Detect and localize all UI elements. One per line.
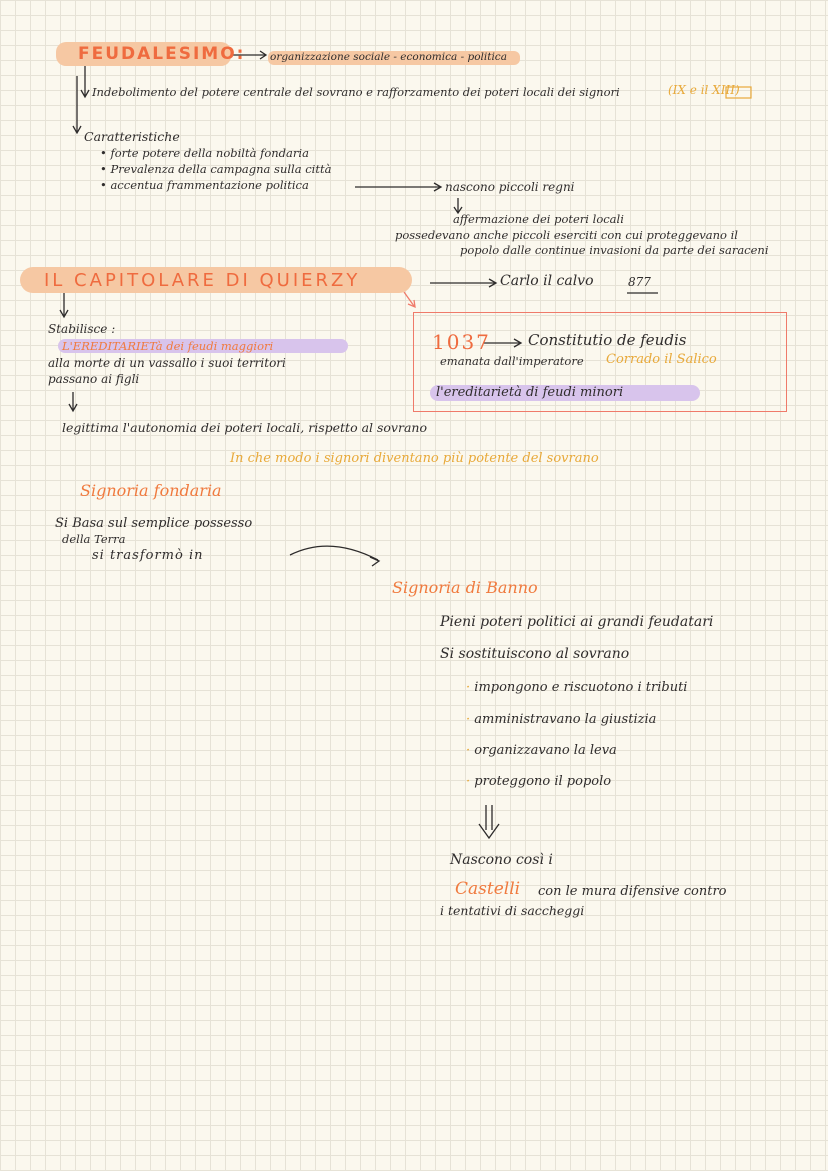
banno-item: · proteggono il popolo — [466, 774, 612, 789]
ereditarieta-minori: l'ereditarietà di feudi minori — [436, 385, 624, 400]
stabilisce-text: Stabilisce : — [48, 322, 116, 336]
anno-1037: 1037 — [432, 330, 491, 354]
nascono-cosi-text: Nascono così i — [450, 852, 553, 868]
indebolimento-text: Indebolimento del potere centrale del sovrano e rafforzamento dei poteri locali dei signori — [92, 85, 620, 99]
trasforma-text: si trasformò in — [92, 548, 204, 563]
emanata-text: emanata dall'imperatore — [440, 354, 584, 368]
terra-text: della Terra — [62, 532, 126, 546]
carlo-text: Carlo il calvo — [500, 273, 594, 289]
basa-text: Si Basa sul semplice possesso — [55, 516, 253, 531]
banno-item: · amministravano la giustizia — [466, 712, 657, 727]
constitutio-title: Constitutio de feudis — [528, 331, 687, 349]
ereditarieta-text: L'EREDITARIETà dei feudi maggiori — [62, 339, 274, 353]
possedevano-text: possedevano anche piccoli eserciti con cui proteggevano il — [395, 228, 738, 242]
secoli-text: (IX e il XIII) — [668, 83, 740, 97]
signoria-fondaria-title: Signoria fondaria — [80, 481, 222, 500]
banno-item: · impongono e riscuotono i tributi — [466, 680, 688, 695]
banno-item: · organizzavano la leva — [466, 743, 617, 758]
morte-text: alla morte di un vassallo i suoi territori — [48, 356, 286, 370]
capitolare-title: IL CAPITOLARE DI QUIERZY — [44, 270, 361, 291]
sostituiscono-text: Si sostituiscono al sovrano — [440, 646, 630, 662]
mura-text: con le mura difensive contro — [538, 884, 727, 899]
caratteristica-item: • forte potere della nobiltà fondaria — [100, 146, 309, 160]
nascono-text: nascono piccoli regni — [445, 180, 575, 194]
pieni-text: Pieni poteri politici ai grandi feudatari — [440, 614, 714, 630]
passano-text: passano ai figli — [48, 372, 140, 386]
caratteristica-item: • accentua frammentazione politica — [100, 178, 309, 192]
feudalesimo-title: FEUDALESIMO: — [78, 44, 246, 64]
domanda-text: In che modo i signori diventano più potente del sovrano — [230, 451, 599, 466]
imperatore-text: Corrado il Salico — [606, 352, 717, 367]
caratteristica-item: • Prevalenza della campagna sulla città — [100, 162, 332, 176]
caratteristiche-label: Caratteristiche — [84, 129, 180, 144]
feudalesimo-definition: organizzazione sociale - economica - politica — [270, 51, 507, 63]
popolo-text: popolo dalle continue invasioni da parte dei saraceni — [460, 243, 769, 257]
legittima-text: legittima l'autonomia dei poteri locali, rispetto al sovrano — [62, 420, 428, 435]
affermazione-text: affermazione dei poteri locali — [453, 212, 624, 226]
anno-877: 877 — [628, 275, 651, 289]
signoria-banno-title: Signoria di Banno — [392, 578, 538, 597]
castelli-text: Castelli — [455, 879, 521, 899]
tentativi-text: i tentativi di saccheggi — [440, 903, 585, 918]
